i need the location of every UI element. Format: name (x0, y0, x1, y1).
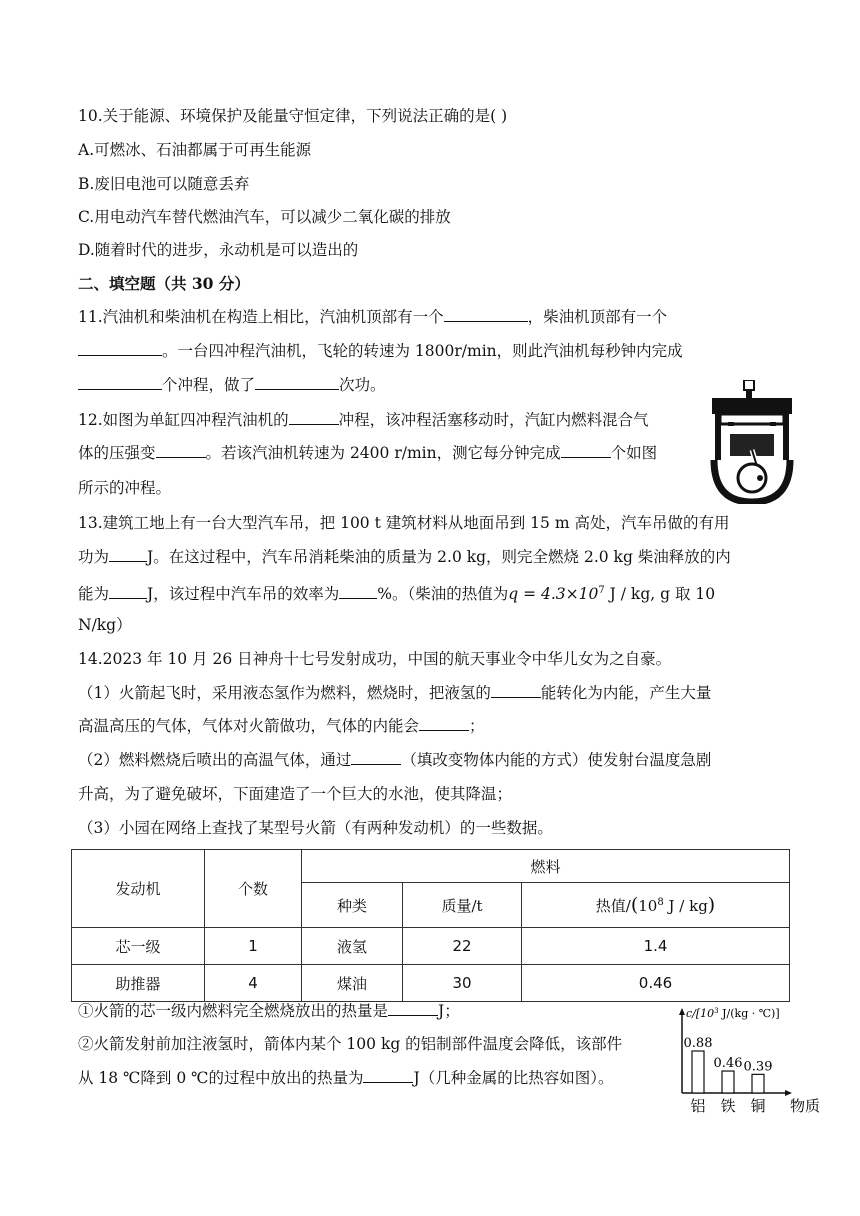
q14-sub-a (78, 1001, 460, 1021)
answer-blank (339, 584, 377, 599)
category-label: 铝 (690, 1097, 706, 1115)
q12-text: 。若该汽油机转速为 2400 r/min，测它每分钟完成 (205, 444, 561, 462)
specific-heat-chart (670, 1003, 820, 1115)
answer-blank (444, 307, 528, 322)
cell-heat: 0.46 (522, 965, 790, 1002)
q13-text: J，该过程中汽车吊的效率为 (147, 585, 340, 604)
answer-blank (388, 1001, 438, 1016)
q14-text: J（几种金属的比热容如图）。 (413, 1069, 614, 1087)
q13-line4: N/kg） (78, 616, 132, 634)
q14-part2-line2: 升高，为了避免破坏，下面建造了一个巨大的水池，使其降温； (78, 785, 513, 803)
q11-text: 个冲程，做了 (162, 376, 256, 394)
table-row (72, 928, 790, 965)
cell-count: 1 (205, 928, 302, 965)
q12-line3: 所示的冲程。 (78, 479, 172, 497)
bar-铝 (692, 1051, 704, 1093)
bar-value-label: 0.46 (713, 1056, 743, 1072)
q14-text: （填改变物体内能的方式）使发射台温度急剧 (401, 751, 712, 769)
q14-sub-b-line1: ②火箭发射前加注液氢时，箭体内某个 100 kg 的铝制部件温度会降低，该部件 (78, 1035, 623, 1053)
cell-mass: 30 (403, 965, 522, 1002)
q14-text: ①火箭的芯一级内燃料完全燃烧放出的热量是 (78, 1002, 389, 1020)
engine-cylinder-figure (708, 380, 796, 504)
q13-text: J / kg, g 取 10 (604, 585, 716, 604)
answer-blank (255, 375, 339, 390)
q12-text: 体的压强变 (78, 444, 156, 462)
category-label: 铁 (720, 1097, 736, 1115)
answer-blank (351, 750, 401, 765)
header-heat-value (522, 883, 790, 928)
q13-line2 (78, 547, 731, 567)
rocket-data-table (71, 849, 790, 1002)
q10-option-c: C.用电动汽车替代燃油汽车，可以减少二氧化碳的排放 (78, 208, 451, 226)
q10-option-b: B.废旧电池可以随意丢弃 (78, 175, 250, 193)
q10-option-d: D.随着时代的进步，永动机是可以造出的 (78, 241, 359, 259)
q14-part1-line1 (78, 683, 711, 703)
bar-铁 (722, 1071, 734, 1093)
table-row (72, 965, 790, 1002)
header-fuel: 燃料 (302, 850, 790, 883)
q11-text: 。一台四冲程汽油机，飞轮的转速为 1800r/min，则此汽油机每秒钟内完成 (162, 342, 683, 360)
x-axis-arrow (785, 1090, 792, 1096)
q14-text: （1）火箭起飞时，采用液态氢作为燃料，燃烧时，把液氢的 (78, 684, 491, 702)
chart-xlabel: 物质 (790, 1097, 820, 1115)
bar-铜 (752, 1074, 764, 1093)
q11-line1 (78, 307, 667, 327)
cell-count: 4 (205, 965, 302, 1002)
section-heading: 二、填空题（共 30 分） (78, 274, 250, 293)
ylabel-part: c/[10 (686, 1007, 715, 1020)
q13-text: 功为 (78, 548, 110, 566)
header-type: 种类 (302, 883, 403, 928)
q11-text: 次功。 (339, 376, 386, 394)
q11-text: ，柴油机顶部有一个 (527, 308, 668, 326)
q11-text: 11.汽油机和柴油机在构造上相比，汽油机顶部有一个 (78, 308, 444, 326)
q14-part3: （3）小园在网络上查找了某型号火箭（有两种发动机）的一些数据。 (78, 819, 553, 837)
q12-text: 冲程，该冲程活塞移动时，汽缸内燃料混合气 (338, 411, 649, 429)
q13-line3 (78, 581, 715, 604)
q12-text: 个如图 (610, 444, 658, 462)
header-mass: 质量/t (403, 883, 522, 928)
ylabel-part: J/(kg · ℃)] (718, 1007, 780, 1020)
q14-text: （2）燃料燃烧后喷出的高温气体，通过 (78, 751, 352, 769)
cell-engine: 助推器 (72, 965, 205, 1002)
formula: q = 4.3×10 (508, 585, 599, 604)
q14-part2-line1 (78, 750, 711, 770)
q14-text: J； (438, 1002, 460, 1020)
header-engine: 发动机 (72, 850, 205, 928)
q14-text: 能转化为内能，产生大量 (540, 684, 712, 702)
header-count: 个数 (205, 850, 302, 928)
answer-blank (363, 1068, 413, 1083)
q13-line1: 13.建筑工地上有一台大型汽车吊，把 100 t 建筑材料从地面吊到 15 m 高处，汽车吊做的有用 (78, 514, 730, 532)
answer-blank (78, 375, 162, 390)
paren-open: ( (630, 894, 639, 916)
answer-blank (156, 443, 206, 458)
y-axis-arrow (679, 1008, 685, 1015)
q14-sub-b-line2 (78, 1068, 613, 1088)
answer-blank (491, 683, 541, 698)
q13-text: 能为 (78, 585, 110, 604)
cell-type: 煤油 (302, 965, 403, 1002)
q14-text: 高温高压的气体，气体对火箭做功，气体的内能会 (78, 717, 420, 735)
q10-stem: 10.关于能源、环境保护及能量守恒定律，下列说法正确的是( ) (78, 107, 508, 125)
q14-text: 从 18 ℃降到 0 ℃的过程中放出的热量为 (78, 1069, 364, 1087)
ylabel-exponent: 3 (714, 1007, 719, 1015)
header-heat-unit: J / kg (663, 897, 708, 915)
header-heat-text: 热值/ (595, 897, 631, 915)
q11-line2 (78, 341, 683, 361)
q12-text: 12.如图为单缸四冲程汽油机的 (78, 411, 289, 429)
answer-blank (561, 443, 611, 458)
header-heat-exponent: 8 (657, 897, 664, 908)
cell-type: 液氢 (302, 928, 403, 965)
answer-blank (109, 547, 147, 562)
answer-blank (419, 716, 469, 731)
q10-option-a: A.可燃冰、石油都属于可再生能源 (78, 141, 312, 159)
answer-blank (109, 584, 147, 599)
header-heat-unit: 10 (638, 897, 658, 915)
q14-text: ； (469, 717, 485, 735)
formula-exponent: 7 (598, 585, 605, 596)
chart-ylabel (686, 1007, 780, 1020)
category-label: 铜 (750, 1097, 766, 1115)
cell-mass: 22 (403, 928, 522, 965)
paren-close: ) (707, 894, 716, 916)
q14-stem: 14.2023 年 10 月 26 日神舟十七号发射成功，中国的航天事业令中华儿女为之自豪。 (78, 650, 672, 668)
q12-line2 (78, 443, 657, 463)
q14-part1-line2 (78, 716, 485, 736)
q13-text: J。在这过程中，汽车吊消耗柴油的质量为 2.0 kg，则完全燃烧 2.0 kg 柴油释放的内 (147, 548, 731, 566)
bar-value-label: 0.39 (743, 1059, 773, 1075)
bar-value-label: 0.88 (683, 1036, 713, 1051)
answer-blank (289, 410, 339, 425)
answer-blank (78, 341, 162, 356)
q11-line3 (78, 375, 386, 395)
cell-engine: 芯一级 (72, 928, 205, 965)
q12-line1 (78, 410, 649, 430)
cell-heat: 1.4 (522, 928, 790, 965)
q13-text: %。（柴油的热值为 (377, 585, 509, 604)
